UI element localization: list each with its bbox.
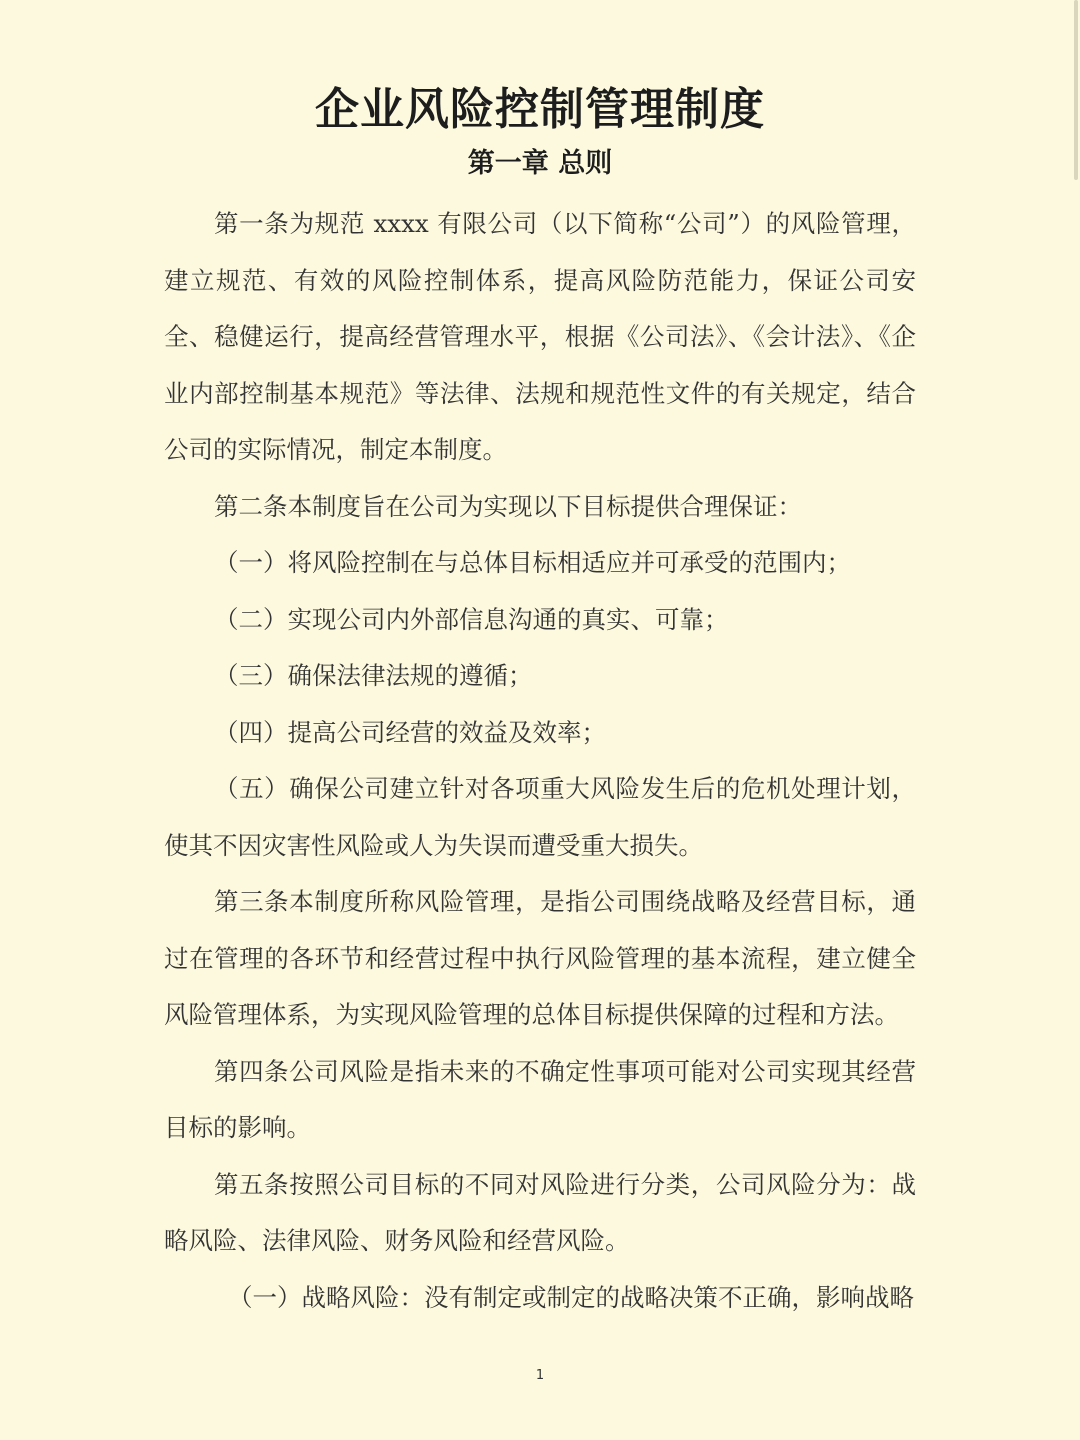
document-title: 企业风险控制管理制度	[315, 84, 765, 135]
page-number: 1	[535, 1368, 545, 1383]
list-item: （二）实现公司内外部信息沟通的真实、可靠；	[214, 604, 729, 634]
list-item: （三）确保法律法规的遵循；	[214, 661, 533, 690]
document-body	[164, 196, 916, 1326]
list-item: （五）确保公司建立针对各项重大风险发生后的危机处理计划，使其不因灾害性风险或人为失误而遭受重大损失。	[164, 774, 916, 860]
chapter-heading: 第一章 总则	[467, 148, 613, 179]
list-item: （一）将风险控制在与总体目标相适应并可承受的范围内；	[214, 548, 851, 577]
list-item: （四）提高公司经营的效益及效率；	[214, 717, 606, 747]
paragraph-article-2: 第二条本制度旨在公司为实现以下目标提供合理保证：	[214, 491, 802, 521]
list-item: （一）战略风险：没有制定或制定的战略决策不正确，影响战略	[228, 1282, 914, 1312]
paragraph-article-3: 第三条本制度所称风险管理，是指公司围绕战略及经营目标，通过在管理的各环节和经营过程中执行风险管理的基本流程，建立健全风险管理体系，为实现风险管理的总体目标提供保障的过程和方法。	[164, 887, 916, 1029]
paragraph-article-4: 第四条公司风险是指未来的不确定性事项可能对公司实现其经营目标的影响。	[164, 1056, 916, 1142]
paragraph-article-1: 第一条为规范 xxxx 有限公司（以下简称“公司”）的风险管理，建立规范、有效的风险控制体系，提高风险防范能力，保证公司安全、稳健运行，提高经营管理水平，根据《公司法》、《会计法》、《企业内部控制基本规范》等法律、法规和规范性文件的有关规定，结合公司的实际情况，制定本制度。	[164, 209, 916, 464]
paragraph-article-5: 第五条按照公司目标的不同对风险进行分类，公司风险分为：战略风险、法律风险、财务风险和经营风险。	[164, 1169, 916, 1255]
